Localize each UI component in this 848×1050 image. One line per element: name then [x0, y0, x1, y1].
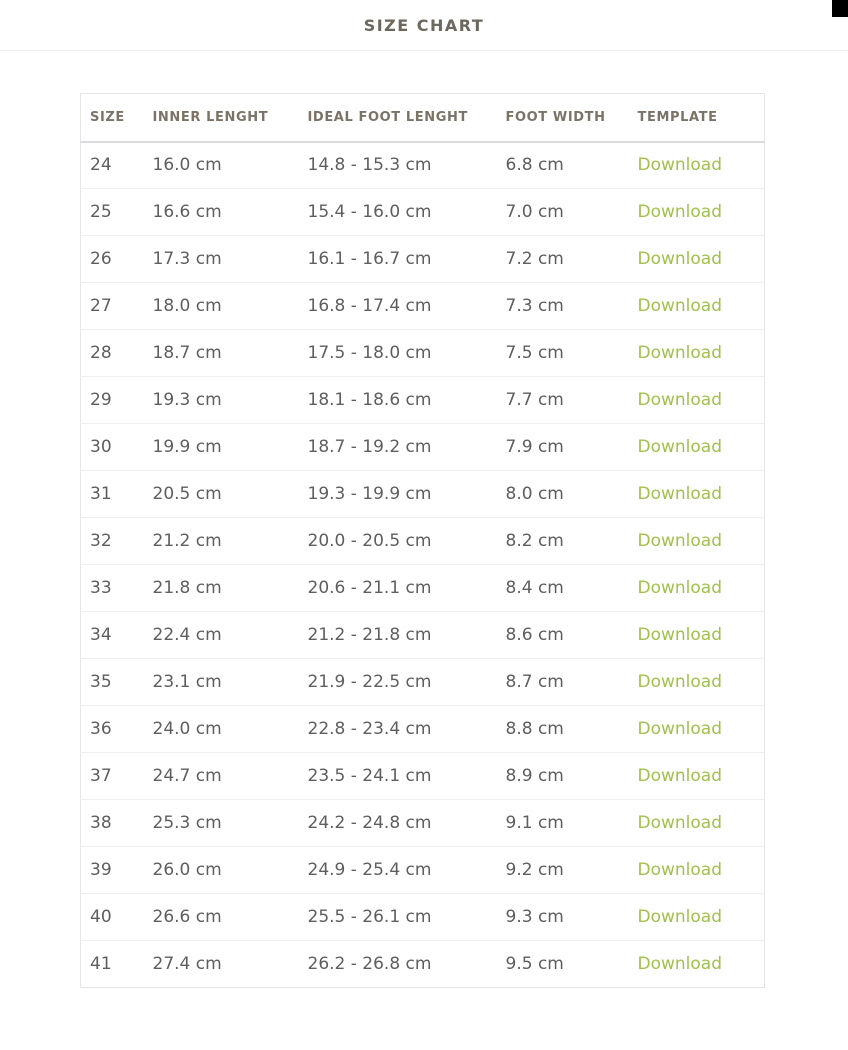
- cell-ideal: 26.2 - 26.8 cm: [307, 954, 432, 974]
- cell-width: 7.5 cm: [496, 330, 628, 377]
- cell-size: 31: [81, 471, 143, 518]
- cell-ideal: 20.6 - 21.1 cm: [298, 565, 496, 612]
- download-link[interactable]: Download: [637, 860, 723, 880]
- table-row: [81, 659, 765, 706]
- cell-template: [628, 236, 765, 283]
- cell-ideal: 22.8 - 23.4 cm: [298, 706, 496, 753]
- cell-ideal: 18.7 - 19.2 cm: [298, 424, 496, 471]
- cell-template: [628, 518, 765, 565]
- table-header-row: [81, 94, 765, 142]
- cell-inner: 26.0 cm: [143, 847, 298, 894]
- download-link[interactable]: Download: [637, 719, 723, 739]
- cell-size: 39: [81, 847, 143, 894]
- cell-size: 29: [81, 377, 143, 424]
- column-header: INNER LENGHT: [143, 94, 298, 142]
- column-header: FOOT WIDTH: [496, 94, 628, 142]
- cell-width: 7.2 cm: [496, 236, 628, 283]
- download-link[interactable]: Download: [637, 249, 723, 269]
- cell-ideal: 24.9 - 25.4 cm: [298, 847, 496, 894]
- cell-inner: 17.3 cm: [143, 236, 298, 283]
- table-row: [81, 753, 765, 800]
- table-row: [81, 706, 765, 753]
- download-link[interactable]: Download: [637, 296, 723, 316]
- cell-size: 37: [81, 753, 143, 800]
- download-link[interactable]: Download: [637, 531, 723, 551]
- table-row: [81, 283, 765, 330]
- cell-width: 8.8 cm: [496, 706, 628, 753]
- cell-template: [628, 941, 765, 988]
- cell-template: [628, 424, 765, 471]
- header-bar: [0, 0, 848, 51]
- cell-size: 34: [81, 612, 143, 659]
- table-row: [81, 800, 765, 847]
- cell-width: 9.1 cm: [496, 800, 628, 847]
- cell-ideal: 15.4 - 16.0 cm: [298, 189, 496, 236]
- download-link[interactable]: Download: [637, 625, 723, 645]
- cell-width: 8.2 cm: [496, 518, 628, 565]
- cell-template: [628, 894, 765, 941]
- table-row: [81, 236, 765, 283]
- cell-size: 27: [81, 283, 143, 330]
- cell-ideal: 21.2 - 21.8 cm: [298, 612, 496, 659]
- cell-template: [628, 847, 765, 894]
- cell-size: 25: [81, 189, 143, 236]
- download-link[interactable]: Download: [637, 202, 723, 222]
- cell-ideal: 14.8 - 15.3 cm: [298, 142, 496, 189]
- table-row: [81, 941, 765, 988]
- cell-width: 7.9 cm: [496, 424, 628, 471]
- table-row: [81, 330, 765, 377]
- cell-ideal: 19.3 - 19.9 cm: [298, 471, 496, 518]
- table-row: [81, 518, 765, 565]
- cell-inner: 16.6 cm: [143, 189, 298, 236]
- cell-inner: 19.3 cm: [143, 377, 298, 424]
- cell-ideal: 16.8 - 17.4 cm: [298, 283, 496, 330]
- download-link[interactable]: Download: [637, 672, 723, 692]
- download-link[interactable]: Download: [637, 578, 723, 598]
- download-link[interactable]: Download: [637, 484, 723, 504]
- table-row: [81, 424, 765, 471]
- cell-size: 24: [81, 142, 143, 189]
- cell-width: 8.0 cm: [496, 471, 628, 518]
- cell-ideal: 23.5 - 24.1 cm: [298, 753, 496, 800]
- table-body: [81, 142, 765, 988]
- table-row: [81, 612, 765, 659]
- table-row: [81, 377, 765, 424]
- download-link[interactable]: Download: [637, 343, 723, 363]
- download-link[interactable]: Download: [637, 766, 723, 786]
- cell-size: 41: [90, 954, 112, 974]
- table-row: [81, 565, 765, 612]
- cell-ideal: 20.0 - 20.5 cm: [298, 518, 496, 565]
- cell-size: 36: [81, 706, 143, 753]
- table-row: [81, 142, 765, 189]
- download-link[interactable]: Download: [637, 907, 723, 927]
- cell-size: 33: [81, 565, 143, 612]
- cell-width: 8.9 cm: [496, 753, 628, 800]
- cell-template: [628, 189, 765, 236]
- cell-template: [628, 330, 765, 377]
- cell-width: 9.2 cm: [496, 847, 628, 894]
- cell-inner: 21.8 cm: [143, 565, 298, 612]
- cell-template: [628, 659, 765, 706]
- cell-inner: 24.0 cm: [143, 706, 298, 753]
- cell-size: 35: [81, 659, 143, 706]
- main-content: [0, 51, 848, 988]
- cell-inner: 19.9 cm: [143, 424, 298, 471]
- cell-template: [628, 753, 765, 800]
- cell-width: 9.3 cm: [496, 894, 628, 941]
- cell-template: [628, 800, 765, 847]
- cell-size: 32: [81, 518, 143, 565]
- table-row: [81, 894, 765, 941]
- cell-ideal: 24.2 - 24.8 cm: [298, 800, 496, 847]
- cell-template: [628, 377, 765, 424]
- table-row: [81, 471, 765, 518]
- table-row: [81, 189, 765, 236]
- column-header: TEMPLATE: [628, 94, 765, 142]
- cell-width: 8.6 cm: [496, 612, 628, 659]
- cell-ideal: 17.5 - 18.0 cm: [298, 330, 496, 377]
- cell-template: [628, 612, 765, 659]
- cell-inner: 25.3 cm: [143, 800, 298, 847]
- cell-inner: 18.0 cm: [143, 283, 298, 330]
- cell-inner: 24.7 cm: [143, 753, 298, 800]
- cell-width: 7.3 cm: [496, 283, 628, 330]
- cell-ideal: 21.9 - 22.5 cm: [298, 659, 496, 706]
- size-chart-table: [80, 93, 765, 988]
- cell-template: [628, 471, 765, 518]
- cell-inner: 21.2 cm: [143, 518, 298, 565]
- cell-template: [628, 283, 765, 330]
- cell-ideal: 25.5 - 26.1 cm: [298, 894, 496, 941]
- cell-template: [628, 142, 765, 189]
- download-link[interactable]: Download: [637, 390, 723, 410]
- cell-inner: 26.6 cm: [143, 894, 298, 941]
- cell-ideal: 16.1 - 16.7 cm: [298, 236, 496, 283]
- cell-inner: 20.5 cm: [143, 471, 298, 518]
- cell-ideal: 18.1 - 18.6 cm: [298, 377, 496, 424]
- column-header: SIZE: [81, 94, 143, 142]
- cell-size: 28: [81, 330, 143, 377]
- cell-inner: 27.4 cm: [152, 954, 222, 974]
- cell-inner: 16.0 cm: [143, 142, 298, 189]
- cell-width: 9.5 cm: [505, 954, 564, 974]
- download-link[interactable]: Download: [637, 437, 723, 457]
- corner-black-square: [832, 0, 848, 17]
- cell-inner: 23.1 cm: [143, 659, 298, 706]
- cell-size: 30: [81, 424, 143, 471]
- cell-width: 7.0 cm: [496, 189, 628, 236]
- cell-width: 8.4 cm: [496, 565, 628, 612]
- page-title: SIZE CHART: [363, 15, 485, 35]
- cell-template: [628, 706, 765, 753]
- cell-size: 26: [81, 236, 143, 283]
- download-link[interactable]: Download: [637, 813, 723, 833]
- cell-size: 40: [81, 894, 143, 941]
- cell-width: 6.8 cm: [496, 142, 628, 189]
- cell-width: 8.7 cm: [496, 659, 628, 706]
- table-row: [81, 847, 765, 894]
- cell-inner: 22.4 cm: [143, 612, 298, 659]
- download-link[interactable]: Download: [637, 954, 723, 974]
- cell-inner: 18.7 cm: [143, 330, 298, 377]
- cell-template: [628, 565, 765, 612]
- cell-width: 7.7 cm: [496, 377, 628, 424]
- column-header: IDEAL FOOT LENGHT: [298, 94, 496, 142]
- download-link[interactable]: Download: [637, 155, 723, 176]
- cell-size: 38: [81, 800, 143, 847]
